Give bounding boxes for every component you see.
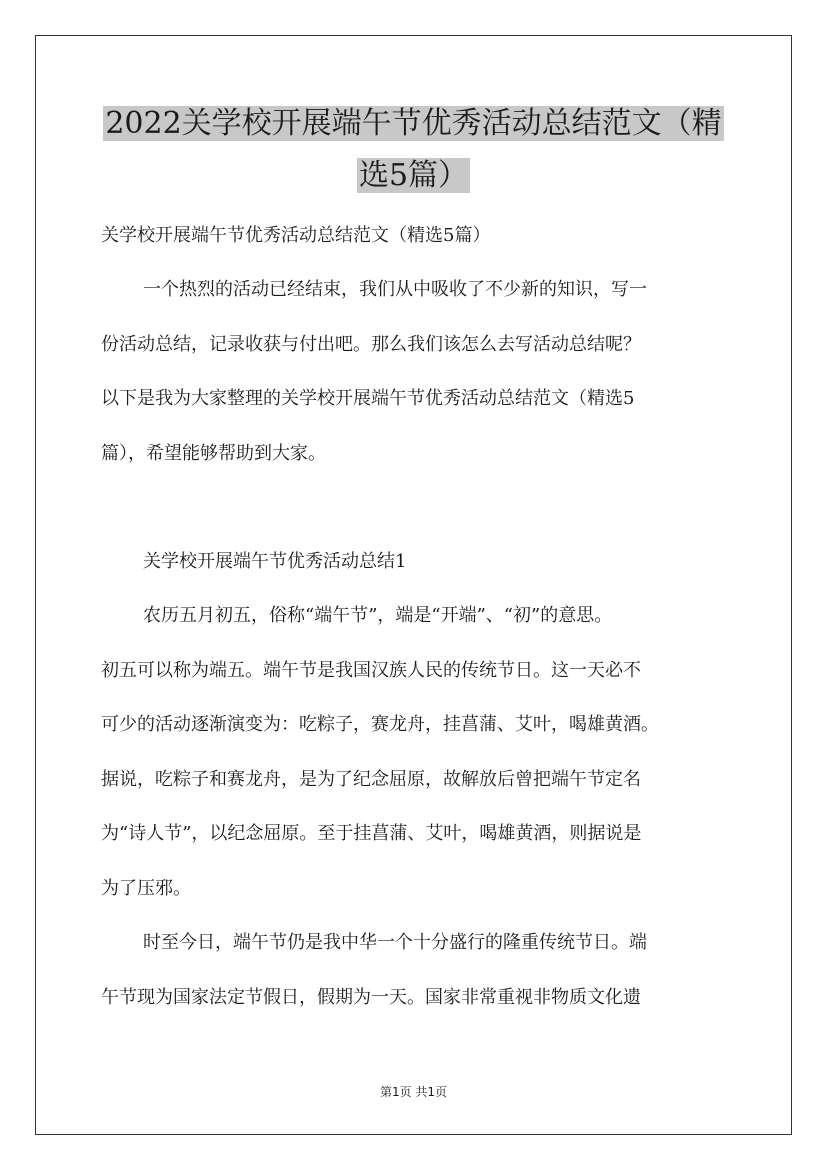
para1-line-6: 为了压邪。 [101,878,191,899]
document-title [100,98,727,202]
para1-line-1: 农历五月初五，俗称“端午节”，端是“开端”、“初”的意思。 [143,605,613,626]
para1-line-5: 为“诗人节”，以纪念屈原。至于挂菖蒲、艾叶，喝雄黄酒，则据说是 [101,823,642,844]
section-heading: 关学校开展端午节优秀活动总结1 [143,551,407,572]
subtitle: 关学校开展端午节优秀活动总结范文（精选5篇） [101,225,491,246]
para1-line-3: 可少的活动逐渐演变为：吃粽子，赛龙舟，挂菖蒲、艾叶，喝雄黄酒。 [101,714,659,735]
page-footer: 第1页 共1页 [379,1085,448,1099]
intro-line-2: 份活动总结，记录收获与付出吧。那么我们该怎么去写活动总结呢？ [101,334,641,355]
intro-line-1: 一个热烈的活动已经结束，我们从中吸收了不少新的知识，写一 [143,279,647,300]
para1-line-2: 初五可以称为端五。端午节是我国汉族人民的传统节日。这一天必不 [101,660,641,681]
title-line-1: 2022关学校开展端午节优秀活动总结范文（精 [105,106,722,141]
title-line-2: 选5篇） [358,158,469,193]
intro-line-4: 篇），希望能够帮助到大家。 [101,443,326,464]
para1-line-4: 据说，吃粽子和赛龙舟，是为了纪念屈原，故解放后曾把端午节定名 [101,769,641,790]
para2-line-2: 午节现为国家法定节假日，假期为一天。国家非常重视非物质文化遗 [101,987,641,1008]
para2-line-1: 时至今日，端午节仍是我中华一个十分盛行的隆重传统节日。端 [143,932,647,953]
intro-line-3: 以下是我为大家整理的关学校开展端午节优秀活动总结范文（精选5 [101,388,635,409]
